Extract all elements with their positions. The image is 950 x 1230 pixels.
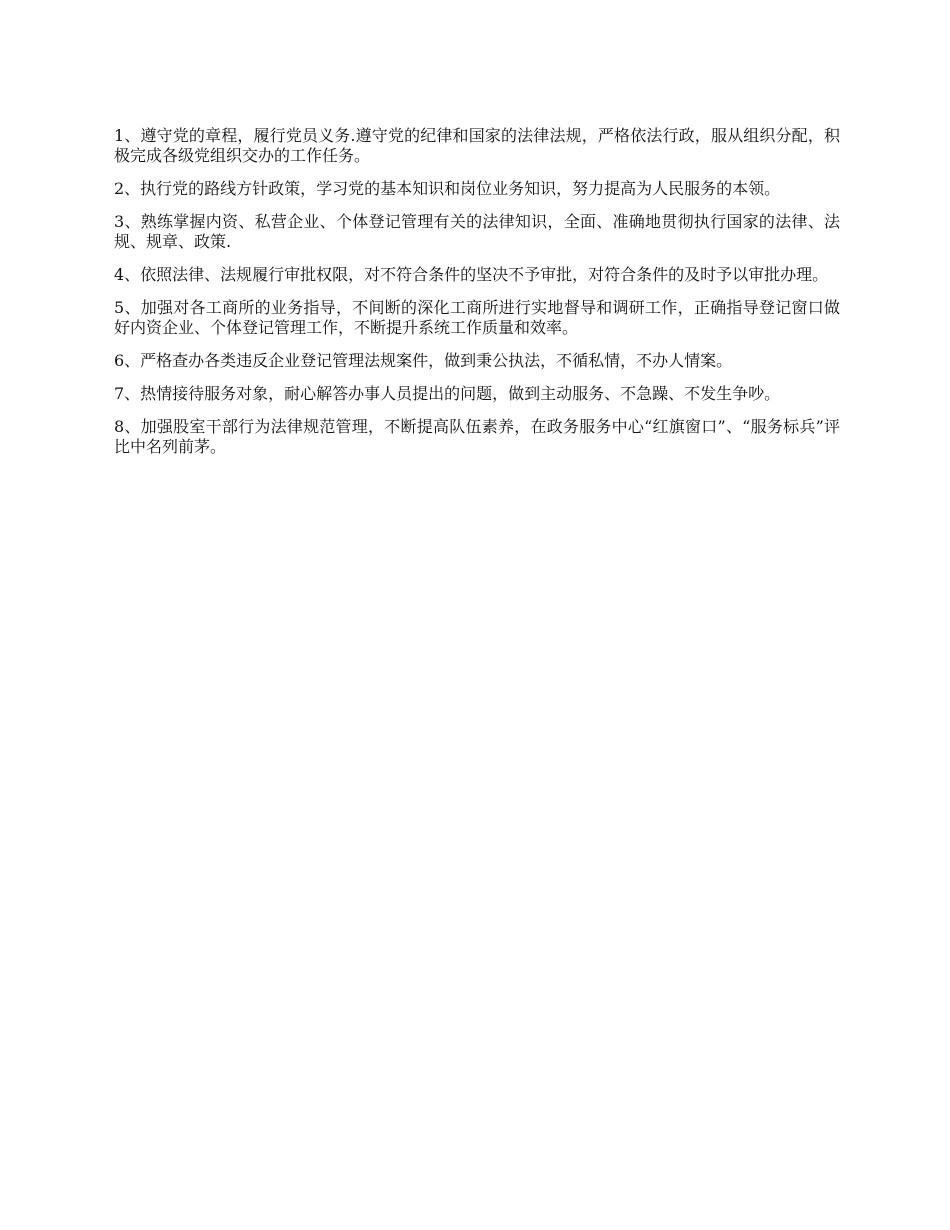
paragraph-7: 7、热情接待服务对象，耐心解答办事人员提出的问题，做到主动服务、不急躁、不发生争吵。 <box>114 384 781 403</box>
paragraph-5: 5、加强对各工商所的业务指导，不间断的深化工商所进行实地督导和调研工作，正确指导登记窗口做好内资企业、个体登记管理工作，不断提升系统工作质量和效率。 <box>114 298 840 337</box>
paragraph-1: 1、遵守党的章程，履行党员义务.遵守党的纪律和国家的法律法规，严格依法行政，服从组织分配，积极完成各级党组织交办的工作任务。 <box>114 126 840 165</box>
paragraph-8: 8、加强股室干部行为法律规范管理，不断提高队伍素养，在政务服务中心“红旗窗口”、“服务标兵”评比中名列前茅。 <box>114 417 840 456</box>
paragraph-4: 4、依照法律、法规履行审批权限，对不符合条件的坚决不予审批，对符合条件的及时予以审批办理。 <box>114 265 829 284</box>
document-body <box>114 126 840 470</box>
paragraph-3: 3、熟练掌握内资、私营企业、个体登记管理有关的法律知识，全面、准确地贯彻执行国家的法律、法规、规章、政策. <box>114 212 840 251</box>
paragraph-6: 6、严格查办各类违反企业登记管理法规案件，做到秉公执法，不循私情，不办人情案。 <box>114 351 733 370</box>
paragraph-2: 2、执行党的路线方针政策，学习党的基本知识和岗位业务知识，努力提高为人民服务的本领。 <box>114 179 781 198</box>
